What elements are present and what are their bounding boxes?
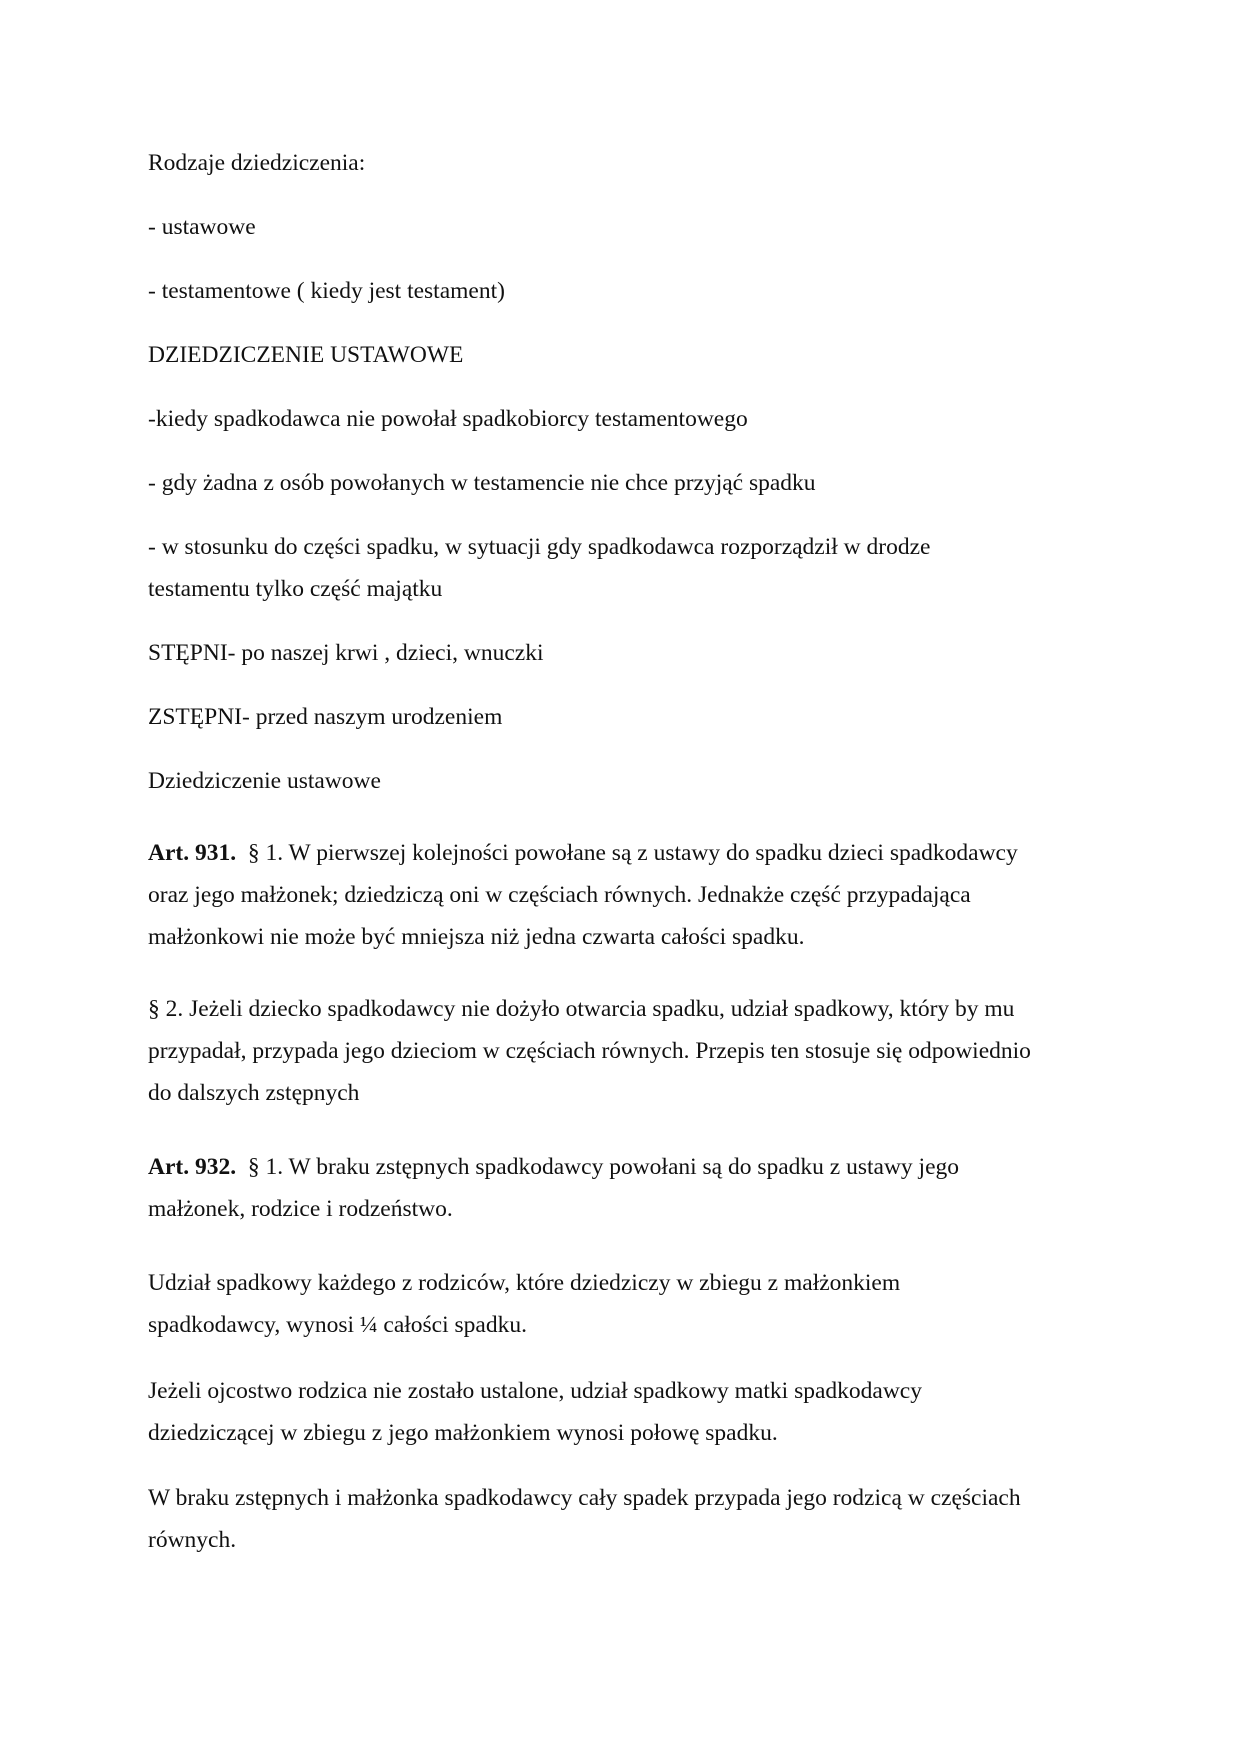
paragraph-line: testamentu tylko część majątku	[148, 576, 443, 602]
list-item-statutory: - ustawowe	[148, 214, 256, 240]
parents-share-paragraph	[148, 1262, 1108, 1346]
paragraph-text: § 1. W pierwszej kolejności powołane są z ustawy do spadku dzieci spadkodawcy	[247, 840, 1018, 866]
paragraph-line	[148, 832, 1108, 874]
definition-zstepni: ZSTĘPNI- przed naszym urodzeniem	[148, 704, 503, 730]
definition-stepni: STĘPNI- po naszej krwi , dzieci, wnuczki	[148, 640, 544, 666]
paragraph-line: Jeżeli ojcostwo rodzica nie zostało ustalone, udział spadkowy matki spadkodawcy	[148, 1378, 922, 1404]
heading-inheritance-types: Rodzaje dziedziczenia:	[148, 150, 366, 176]
paragraph-line: spadkodawcy, wynosi ¼ całości spadku.	[148, 1312, 527, 1338]
paragraph-line: Udział spadkowy każdego z rodziców, które dziedziczy w zbiegu z małżonkiem	[148, 1270, 901, 1296]
case-heirs-refuse: - gdy żadna z osób powołanych w testamencie nie chce przyjąć spadku	[148, 470, 816, 496]
case-partial-estate	[148, 526, 1108, 610]
paragraph-line: dziedziczącej w zbiegu z jego małżonkiem wynosi połowę spadku.	[148, 1420, 778, 1446]
case-no-testament: -kiedy spadkodawca nie powołał spadkobiorcy testamentowego	[148, 406, 748, 432]
article-931-paragraph-2	[148, 988, 1108, 1114]
paragraph-line	[148, 1146, 1108, 1188]
paternity-paragraph	[148, 1370, 1108, 1454]
paragraph-text: § 1. W braku zstępnych spadkodawcy powołani są do spadku z ustawy jego	[247, 1154, 960, 1180]
no-spouse-paragraph	[148, 1477, 1108, 1561]
paragraph-line: przypadał, przypada jego dzieciom w częściach równych. Przepis ten stosuje się odpowiednio	[148, 1038, 1031, 1064]
paragraph-line: oraz jego małżonek; dziedziczą oni w częściach równych. Jednakże część przypadająca	[148, 882, 971, 908]
subheading-statutory: Dziedziczenie ustawowe	[148, 768, 381, 794]
list-item-testamentary: - testamentowe ( kiedy jest testament)	[148, 278, 505, 304]
article-label: Art. 931.	[148, 840, 237, 866]
paragraph-line: małżonek, rodzice i rodzeństwo.	[148, 1196, 453, 1222]
section-title: DZIEDZICZENIE USTAWOWE	[148, 342, 464, 368]
paragraph-line: - w stosunku do części spadku, w sytuacji gdy spadkodawca rozporządził w drodze	[148, 534, 931, 560]
paragraph-line: równych.	[148, 1527, 237, 1553]
paragraph-line: W braku zstępnych i małżonka spadkodawcy cały spadek przypada jego rodzicą w częściach	[148, 1485, 1021, 1511]
paragraph-line: małżonkowi nie może być mniejsza niż jedna czwarta całości spadku.	[148, 924, 805, 950]
paragraph-line: § 2. Jeżeli dziecko spadkodawcy nie dożyło otwarcia spadku, udział spadkowy, który by mu	[148, 996, 1015, 1022]
article-932-paragraph-1	[148, 1146, 1108, 1230]
article-931-paragraph-1	[148, 832, 1108, 958]
article-label: Art. 932.	[148, 1154, 237, 1180]
paragraph-line: do dalszych zstępnych	[148, 1080, 360, 1106]
